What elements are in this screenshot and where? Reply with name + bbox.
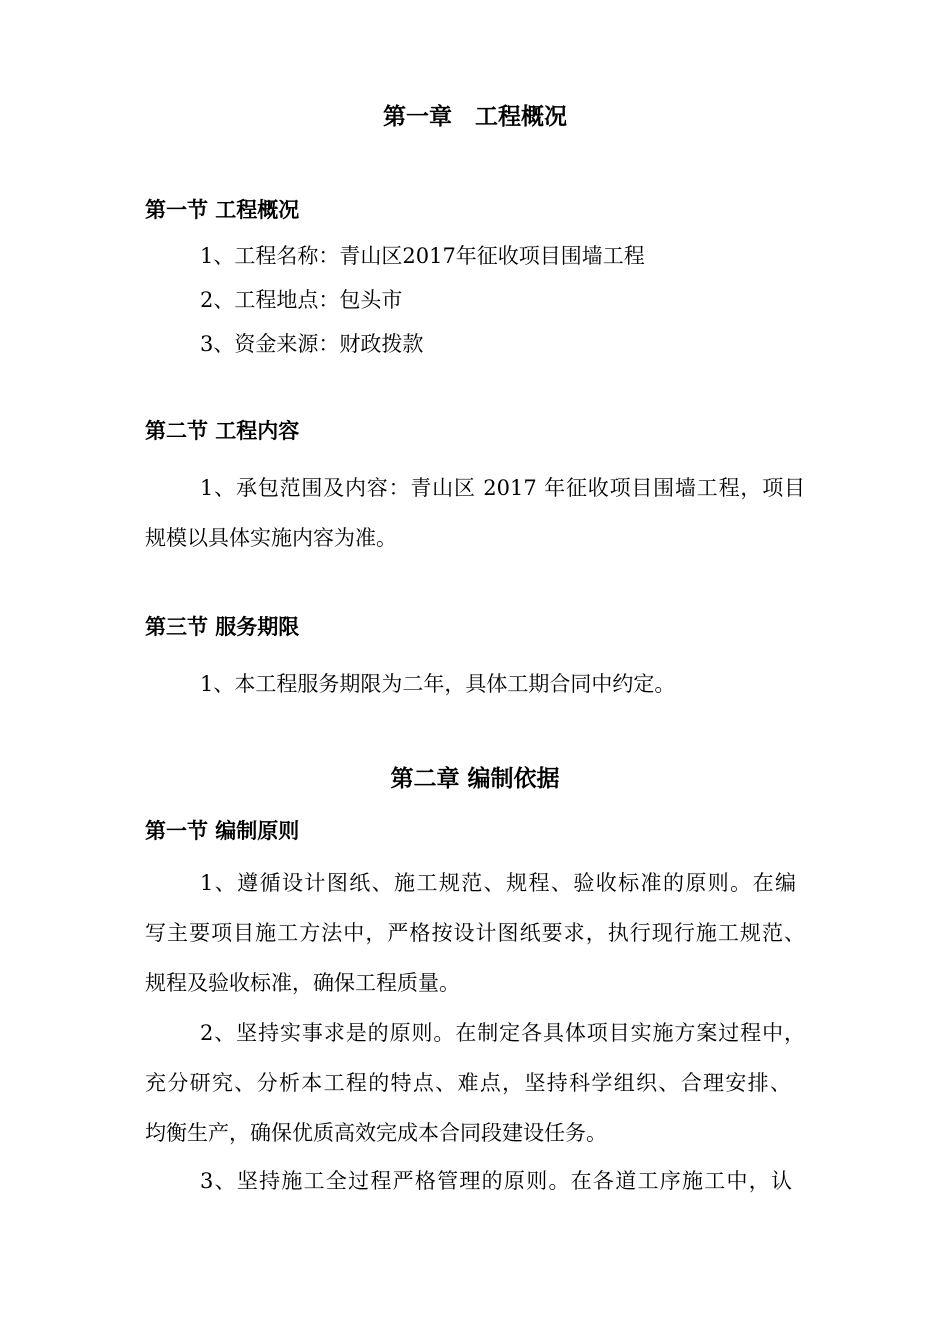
section-title: 第二节 工程内容: [145, 419, 300, 443]
paragraph-line: 1、工程名称：青山区2017年征收项目围墙工程: [200, 244, 645, 268]
paragraph-line: 均衡生产，确保优质高效完成本合同段建设任务。: [145, 1121, 607, 1145]
paragraph-line: 规模以具体实施内容为准。: [145, 526, 397, 550]
paragraph-line: 2、坚持实事求是的原则。在制定各具体项目实施方案过程中，: [200, 1021, 805, 1045]
section-title: 第一节 编制原则: [145, 819, 300, 843]
paragraph-line: 1、遵循设计图纸、施工规范、规程、验收标准的原则。在编: [200, 871, 796, 895]
paragraph-line: 1、本工程服务期限为二年，具体工期合同中约定。: [200, 672, 676, 696]
paragraph-line: 3、坚持施工全过程严格管理的原则。在各道工序施工中，认: [200, 1169, 792, 1193]
paragraph-line: 写主要项目施工方法中，严格按设计图纸要求，执行现行施工规范、: [145, 921, 805, 945]
paragraph-line: 1、承包范围及内容：青山区 2017 年征收项目围墙工程，项目: [200, 476, 805, 500]
paragraph-line: 2、工程地点：包头市: [200, 288, 403, 312]
chapter-title: 第二章 编制依据: [390, 766, 560, 792]
paragraph-line: 3、资金来源：财政拨款: [200, 332, 424, 356]
paragraph-line: 规程及验收标准，确保工程质量。: [145, 971, 460, 995]
section-title: 第一节 工程概况: [145, 198, 300, 222]
paragraph-line: 充分研究、分析本工程的特点、难点，坚持科学组织、合理安排、: [145, 1071, 791, 1095]
chapter-title: 第一章 工程概况: [383, 104, 567, 130]
section-title: 第三节 服务期限: [145, 615, 300, 639]
